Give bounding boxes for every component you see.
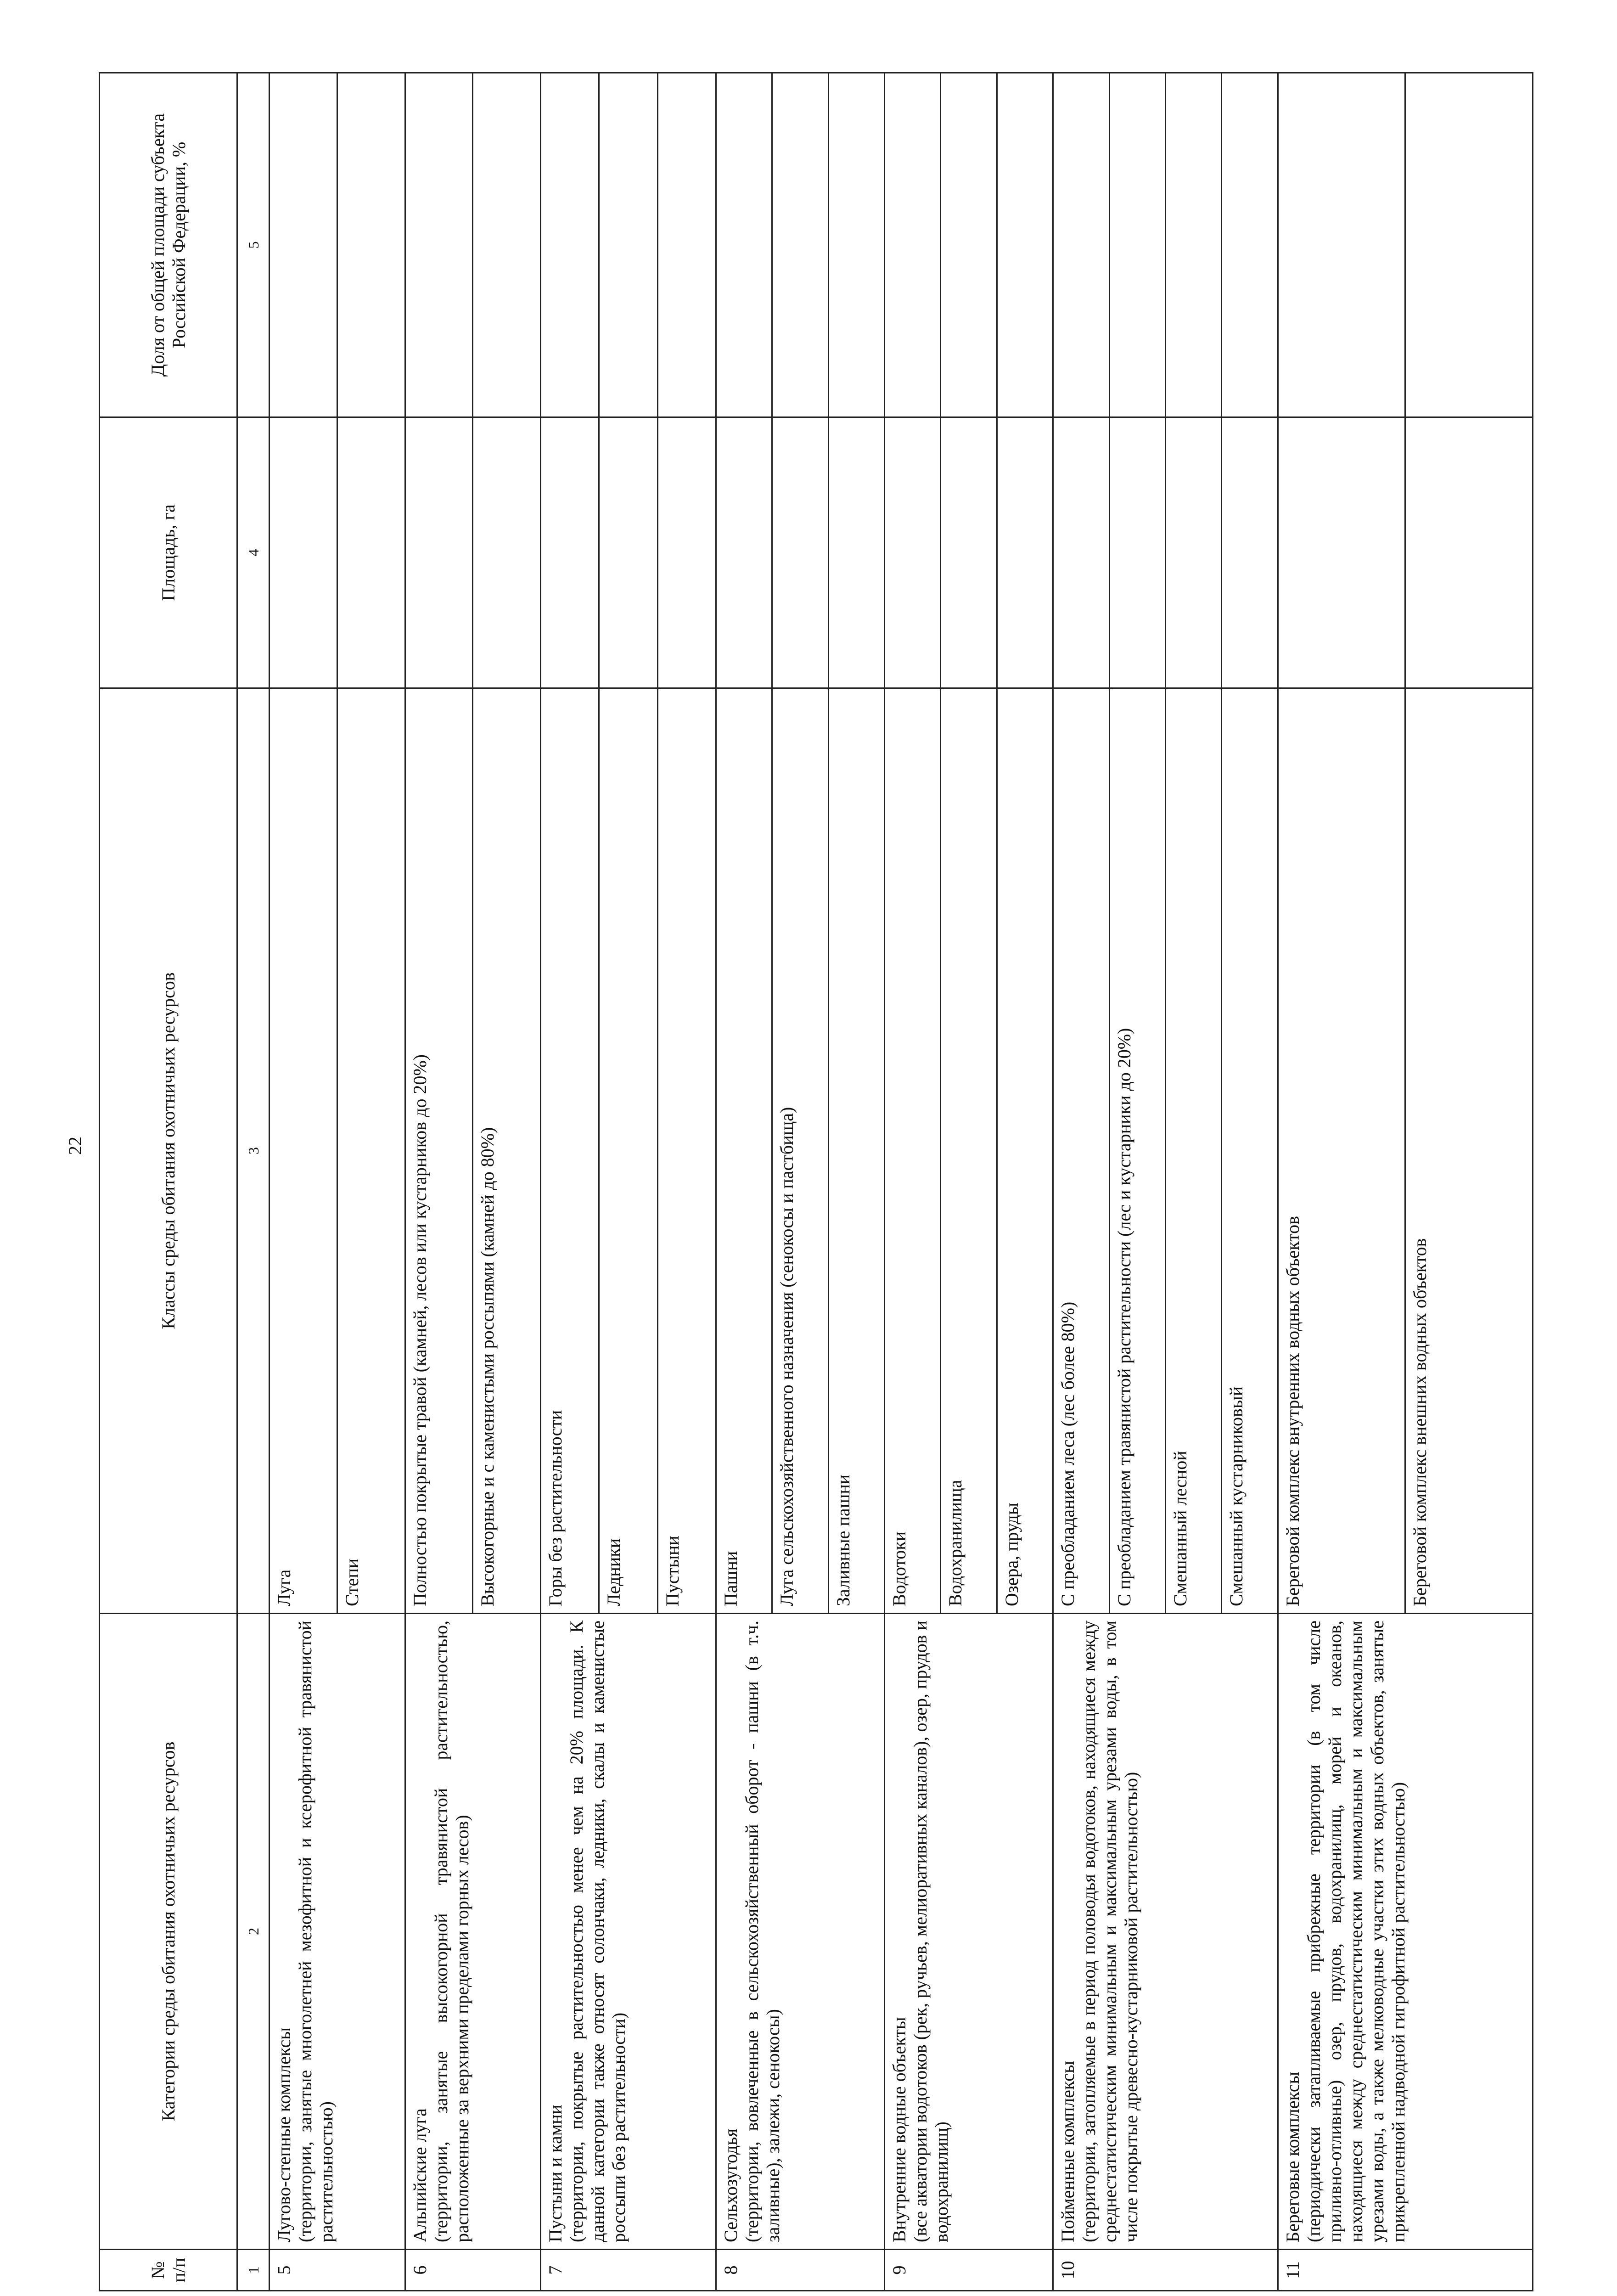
category-cell: [885, 1614, 1053, 2250]
header-area: Площадь, га: [100, 417, 237, 688]
share-cell: [270, 73, 337, 417]
table-row: [1278, 73, 1405, 2291]
class-cell: Озера, пруды: [997, 688, 1053, 1614]
table-header-row: [100, 73, 237, 2291]
area-cell: [270, 417, 337, 688]
class-cell: Пустыни: [657, 688, 716, 1614]
share-cell: [1222, 73, 1278, 417]
row-number: 5: [270, 2250, 405, 2291]
col-number: 2: [237, 1614, 270, 2250]
class-cell: Полностью покрытые травой (камней, лесов или кустарников до 20%): [405, 688, 473, 1614]
share-cell: [541, 73, 599, 417]
area-cell: [716, 417, 772, 688]
class-cell: Ледники: [599, 688, 657, 1614]
class-cell: С преобладанием леса (лес более 80%): [1053, 688, 1109, 1614]
column-number-row: [237, 73, 270, 2291]
category-description: (территории, покрытые растительностью менее чем на 20% площади. К данной категории также относят солончаки, ледники, скалы и каменистые россыпи без растительности): [566, 1621, 629, 2242]
category-title: Сельхозугодья: [720, 2128, 741, 2242]
class-cell: Высокогорные и с каменистыми россыпями (камней до 80%): [473, 688, 541, 1614]
area-cell: [541, 417, 599, 688]
category-cell: [716, 1614, 885, 2250]
area-cell: [1165, 417, 1221, 688]
col-number: 3: [237, 688, 270, 1614]
header-category: Категории среды обитания охотничьих ресурсов: [100, 1614, 237, 2250]
class-cell: Смешанный лесной: [1165, 688, 1221, 1614]
class-cell: Береговой комплекс внутренних водных объектов: [1278, 688, 1405, 1614]
area-cell: [599, 417, 657, 688]
class-cell: Водохранилища: [941, 688, 997, 1614]
table-row: [405, 73, 473, 2291]
category-title: Лугово-степные комплексы: [274, 2027, 294, 2242]
area-cell: [1405, 417, 1533, 688]
category-description: (территории, затопляемые в период половодья водотоков, находящиеся между среднестатистическим минимальным и максимальным урезами воды, в том числе покрытые древесно-кустарниковой растительностью): [1078, 1621, 1142, 2242]
table-row: [885, 73, 941, 2291]
area-cell: [772, 417, 828, 688]
share-cell: [828, 73, 884, 417]
table-row: [541, 73, 599, 2291]
habitat-table: [99, 72, 1533, 2291]
share-cell: [1278, 73, 1405, 417]
share-cell: [1405, 73, 1533, 417]
table-row: [270, 73, 337, 2291]
area-cell: [997, 417, 1053, 688]
table-row: [716, 73, 772, 2291]
row-number: 6: [405, 2250, 541, 2291]
category-title: Внутренние водные объекты: [889, 2017, 910, 2242]
share-cell: [885, 73, 941, 417]
share-cell: [1109, 73, 1165, 417]
area-cell: [828, 417, 884, 688]
class-cell: Луга: [270, 688, 337, 1614]
share-cell: [941, 73, 997, 417]
class-cell: Горы без растительности: [541, 688, 599, 1614]
table-row: [1053, 73, 1109, 2291]
category-description: (периодически затапливаемые прибрежные территории (в том числе приливно-отливные) озер, прудов, водохранилищ, морей и океанов, находящиеся между среднестатистическим минимальным и максимальным урезами воды, а также мелководные участки этих водных объектов, занятые прикрепленной надводной гигрофитной растительностью): [1303, 1621, 1409, 2242]
category-description: (территории, занятые высокогорной травянистой растительностью, расположенные за верхними пределами горных лесов): [430, 1621, 472, 2242]
area-cell: [405, 417, 473, 688]
col-number: 5: [237, 73, 270, 417]
header-share: Доля от общей площади субъекта Российской Федерации, %: [100, 73, 237, 417]
area-cell: [657, 417, 716, 688]
share-cell: [716, 73, 772, 417]
row-number: 10: [1053, 2250, 1278, 2291]
category-description: (территории, вовлеченные в сельскохозяйственный оборот - пашни (в т.ч. заливные), залежи, сенокосы): [741, 1621, 784, 2242]
class-cell: Водотоки: [885, 688, 941, 1614]
header-class: Классы среды обитания охотничьих ресурсов: [100, 688, 237, 1614]
area-cell: [885, 417, 941, 688]
category-title: Береговые комплексы: [1282, 2071, 1303, 2242]
area-cell: [1053, 417, 1109, 688]
share-cell: [405, 73, 473, 417]
class-cell: Смешанный кустарниковый: [1222, 688, 1278, 1614]
area-cell: [337, 417, 405, 688]
header-num: № п/п: [100, 2250, 237, 2291]
category-description: (территории, занятые многолетней мезофитной и ксерофитной травянистой растительностью): [295, 1621, 337, 2242]
row-number: 7: [541, 2250, 716, 2291]
share-cell: [1165, 73, 1221, 417]
class-cell: Заливные пашни: [828, 688, 884, 1614]
category-title: Пустыни и камни: [545, 2105, 566, 2242]
category-cell: [1278, 1614, 1533, 2250]
share-cell: [657, 73, 716, 417]
area-cell: [941, 417, 997, 688]
class-cell: Луга сельскохозяйственного назначения (сенокосы и пастбища): [772, 688, 828, 1614]
class-cell: С преобладанием травянистой растительности (лес и кустарники до 20%): [1109, 688, 1165, 1614]
category-cell: [541, 1614, 716, 2250]
area-cell: [473, 417, 541, 688]
share-cell: [1053, 73, 1109, 417]
col-number: 4: [237, 417, 270, 688]
category-cell: [405, 1614, 541, 2250]
class-cell: Пашни: [716, 688, 772, 1614]
area-cell: [1278, 417, 1405, 688]
row-number: 9: [885, 2250, 1053, 2291]
share-cell: [337, 73, 405, 417]
col-number: 1: [237, 2250, 270, 2291]
row-number: 11: [1278, 2250, 1533, 2291]
category-title: Пойменные комплексы: [1057, 2061, 1078, 2242]
share-cell: [997, 73, 1053, 417]
category-cell: [270, 1614, 405, 2250]
table-container: [99, 73, 1533, 2291]
share-cell: [772, 73, 828, 417]
share-cell: [599, 73, 657, 417]
row-number: 8: [716, 2250, 885, 2291]
category-description: (все акватории водотоков (рек, ручьев, мелиоративных каналов), озер, прудов и водохранилищ): [910, 1621, 952, 2242]
category-cell: [1053, 1614, 1278, 2250]
page-number: 22: [65, 1137, 85, 1155]
area-cell: [1109, 417, 1165, 688]
class-cell: Береговой комплекс внешних водных объектов: [1405, 688, 1533, 1614]
category-title: Альпийские луга: [409, 2108, 430, 2242]
class-cell: Степи: [337, 688, 405, 1614]
area-cell: [1222, 417, 1278, 688]
share-cell: [473, 73, 541, 417]
